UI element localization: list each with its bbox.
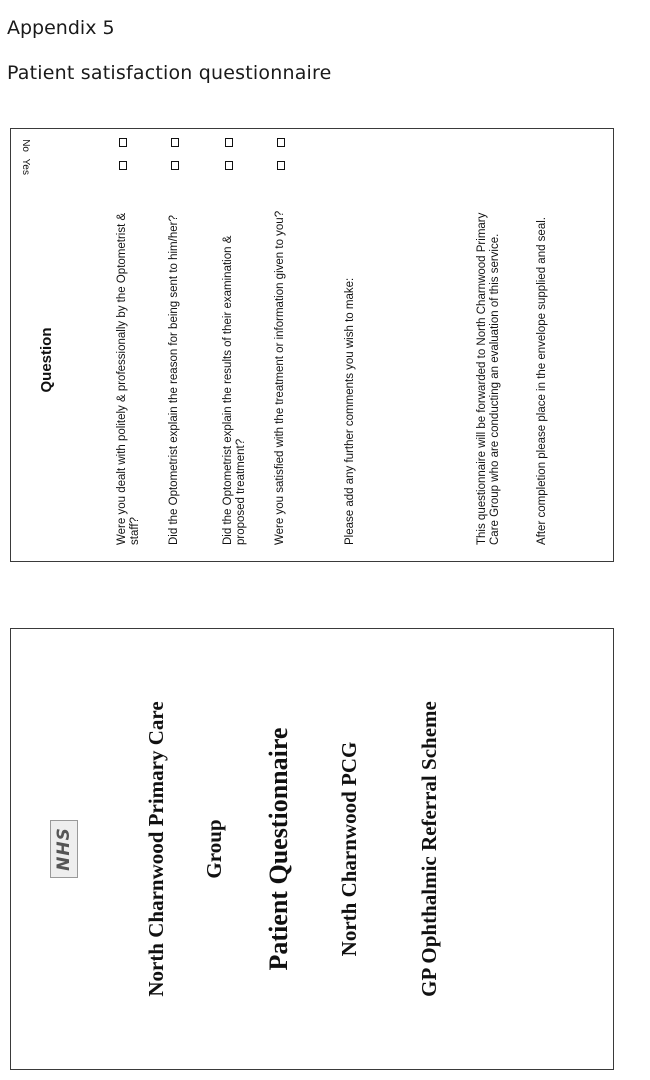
yes-checkbox[interactable] — [119, 161, 127, 170]
return-instructions: After completion please place in the envelope supplied and seal. — [536, 217, 548, 545]
questionnaire-page — [10, 128, 614, 562]
no-checkbox[interactable] — [225, 138, 233, 147]
cover-sheet — [12, 633, 612, 1065]
cover-scheme: GP Ophthalmic Referral Scheme — [417, 701, 441, 997]
question-column-header: Question — [38, 327, 55, 393]
forwarding-notice: This questionnaire will be forwarded to North Charnwood Primary Care Group who are conducting an evaluation of this service. — [476, 212, 501, 545]
yes-column-header: Yes — [20, 158, 31, 175]
question-text: Did the Optometrist explain the reason for being sent to him/her? — [168, 215, 180, 545]
no-checkbox[interactable] — [277, 138, 285, 147]
yes-checkbox[interactable] — [171, 161, 179, 170]
no-checkbox[interactable] — [171, 138, 179, 147]
cover-organisation-line1: North Charnwood Primary Care — [144, 701, 168, 997]
cover-page — [10, 628, 614, 1070]
comments-prompt: Please add any further comments you wish to make: — [344, 277, 356, 545]
question-text: Were you satisfied with the treatment or information given to you? — [274, 210, 286, 545]
question-text: Did the Optometrist explain the results of their examination & proposed treatment? — [222, 235, 247, 545]
cover-organisation-line2: Group — [202, 819, 226, 879]
appendix-heading: Appendix 5 — [7, 17, 115, 39]
question-text: Were you dealt with politely & professionally by the Optometrist & staff? — [116, 212, 141, 545]
nhs-logo: NHS — [50, 820, 78, 878]
questionnaire-sheet — [16, 135, 608, 555]
yes-checkbox[interactable] — [225, 161, 233, 170]
cover-title: Patient Questionnaire — [264, 727, 293, 971]
yes-checkbox[interactable] — [277, 161, 285, 170]
no-checkbox[interactable] — [119, 138, 127, 147]
document-subtitle: Patient satisfaction questionnaire — [7, 62, 332, 84]
cover-pcg: North Charnwood PCG — [337, 741, 361, 957]
no-column-header: No — [20, 139, 31, 152]
